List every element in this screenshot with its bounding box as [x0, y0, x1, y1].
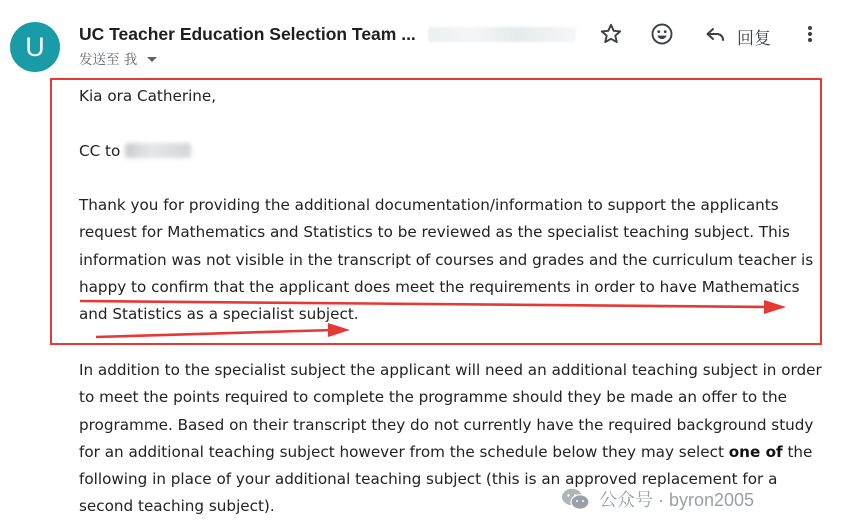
recipient-label: 发送至 我 [79, 52, 138, 68]
sender-name[interactable]: UC Teacher Education Selection Team ... [79, 23, 416, 44]
sender-line [79, 22, 416, 46]
reply-button[interactable] [702, 21, 728, 47]
cc-prefix: CC to [79, 142, 126, 160]
cc-name-redacted [125, 143, 191, 158]
more-vert-icon [798, 22, 822, 46]
para2-text-a: In addition to the specialist subject the applicant will need an additional teaching subject in order to meet the points required to complete the programme should they be made an offer to the programme. Based on their transcript they do not currently have the required background study for an additional teaching subject however from the schedule below they may select [79, 361, 822, 461]
date-redacted [428, 27, 576, 42]
watermark [561, 486, 754, 512]
wechat-icon [561, 487, 591, 511]
more-options-button[interactable] [797, 21, 823, 47]
star-icon [599, 22, 623, 46]
sender-avatar[interactable]: U [10, 22, 60, 72]
reply-label[interactable]: 回复 [737, 29, 771, 49]
reply-icon [703, 22, 727, 46]
greeting: Kia ora Catherine, [79, 87, 217, 105]
star-button[interactable] [598, 21, 624, 47]
chevron-down-icon[interactable] [147, 57, 157, 62]
emoji-reaction-button[interactable] [649, 21, 675, 47]
highlighted-paragraph: Thank you for providing the additional documentation/information to support the applicants request for Mathematics and Statistics to be reviewed as the specialist teaching subject. This information was not visible in the transcript of courses and grades and the curriculum teacher is happy to confirm that the applicant does meet the requirements in order to have Mathematics and Statistics as a specialist subject. [79, 196, 814, 324]
para2-bold: one of [728, 442, 783, 461]
para2-text-b: the following in place of your additional teaching subject (this is an approved replacement for a second teaching subject). [79, 442, 813, 516]
cc-line [79, 138, 827, 165]
watermark-text: 公众号 · byron2005 [599, 490, 755, 510]
emoji-icon [650, 22, 674, 46]
recipient-dropdown[interactable] [79, 48, 157, 68]
